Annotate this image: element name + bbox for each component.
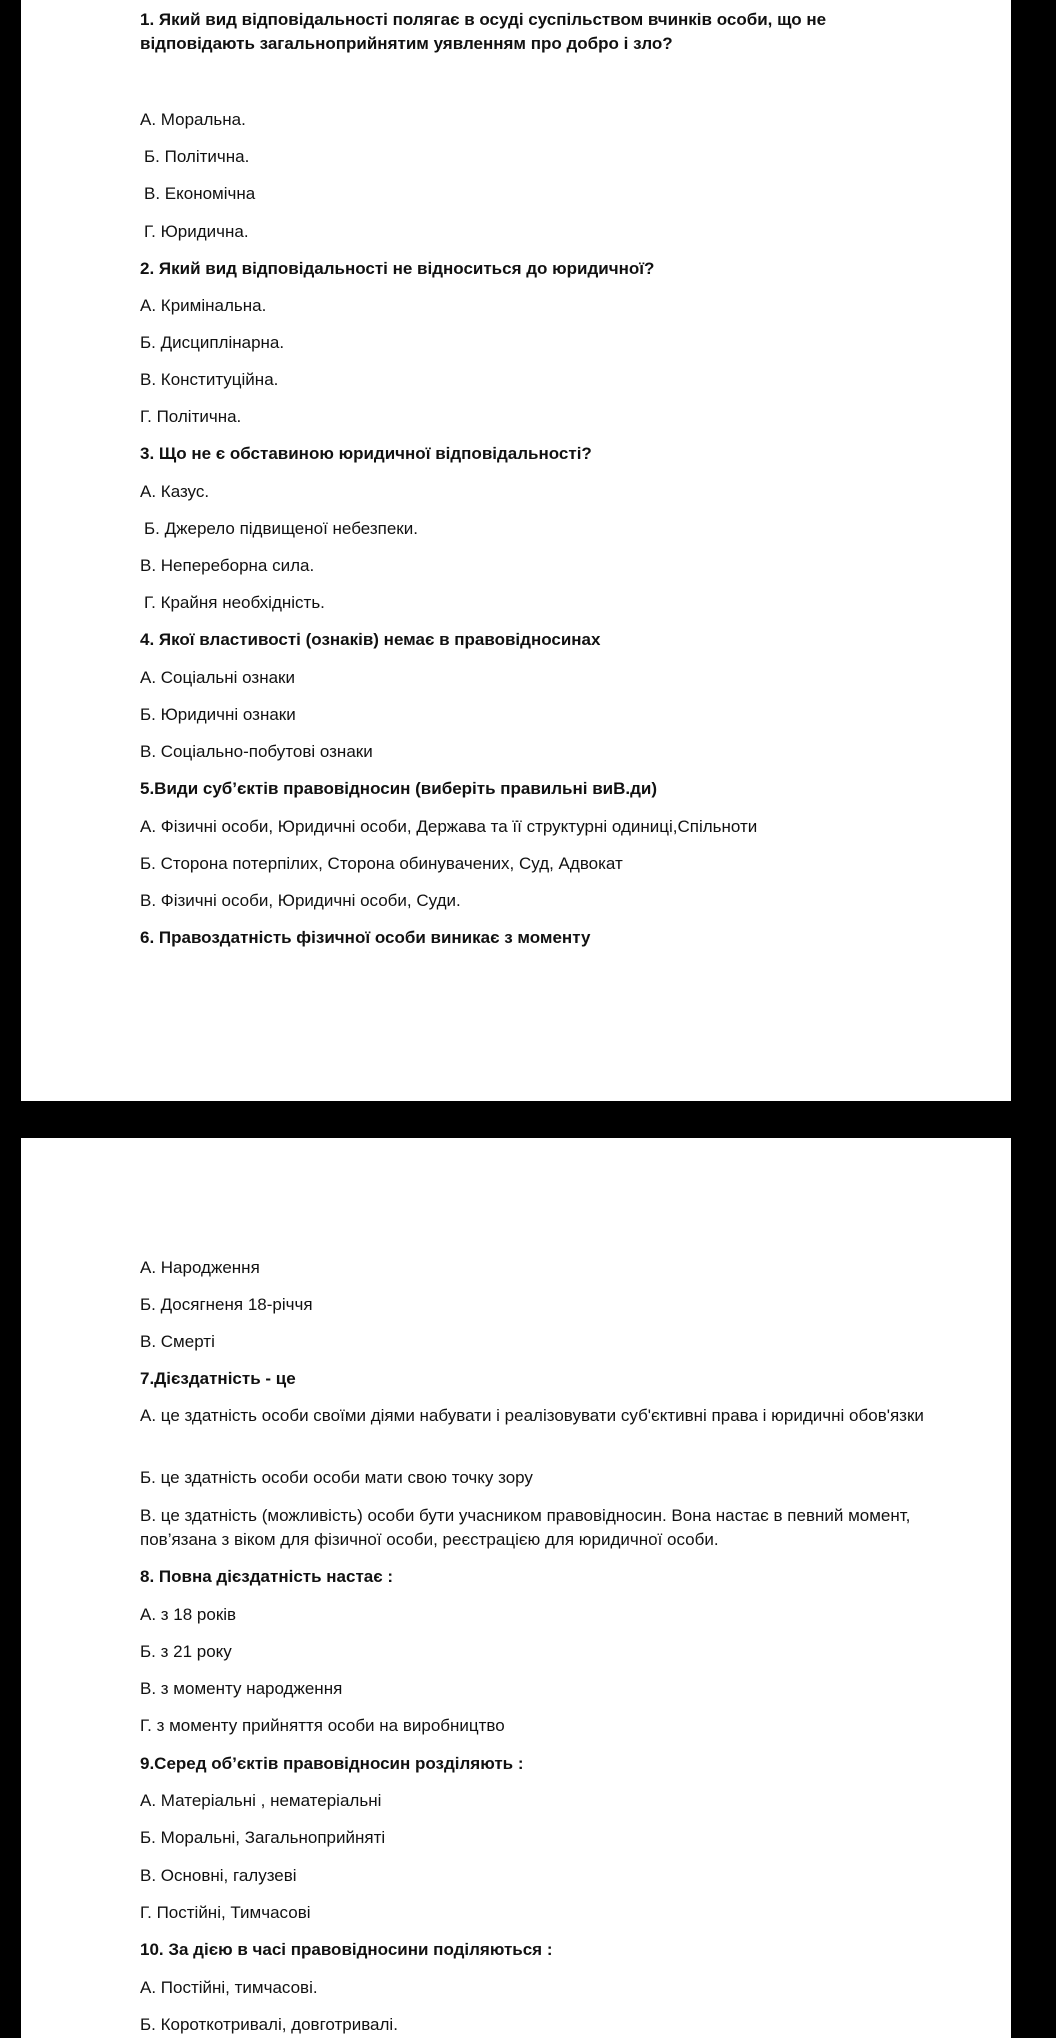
question-8: 8. Повна дієздатність настає : xyxy=(140,1567,393,1586)
answer-9a: А. Матеріальні , нематеріальні xyxy=(140,1791,382,1810)
answer-6c: В. Смерті xyxy=(140,1332,215,1351)
answer-1d: Г. Юридична. xyxy=(144,222,249,241)
answer-2b: Б. Дисциплінарна. xyxy=(140,333,285,352)
answer-8c: В. з моменту народження xyxy=(140,1679,343,1698)
question-6: 6. Правоздатність фізичної особи виникає з моменту xyxy=(140,928,591,947)
answer-10a: А. Постійні, тимчасові. xyxy=(140,1978,318,1997)
question-2: 2. Який вид відповідальності не відноситься до юридичної? xyxy=(140,259,655,278)
question-10: 10. За дією в часі правовідносини поділяються : xyxy=(140,1940,553,1959)
answer-10b: Б. Короткотривалі, довготривалі. xyxy=(140,2015,398,2034)
answer-8b: Б. з 21 року xyxy=(140,1642,232,1661)
answer-6b: Б. Досягненя 18-річчя xyxy=(140,1295,313,1314)
answer-4c: В. Соціально-побутові ознаки xyxy=(140,742,373,761)
answer-6a: А. Народження xyxy=(140,1258,260,1277)
answer-2d: Г. Політична. xyxy=(140,407,242,426)
answer-9b: Б. Моральні, Загальноприйняті xyxy=(140,1828,386,1847)
question-4: 4. Якої властивості (ознаків) немає в правовідносинах xyxy=(140,630,601,649)
question-5: 5.Види суб’єктів правовідносин (виберіть правильні виВ.ди) xyxy=(140,779,658,798)
answer-7a: А. це здатність особи своїми діями набувати і реалізовувати суб'єктивні права і юридичні обов'язки xyxy=(140,1406,924,1425)
answer-9d: Г. Постійні, Тимчасові xyxy=(140,1903,311,1922)
answer-5b: Б. Сторона потерпілих, Сторона обинувачених, Суд, Адвокат xyxy=(140,854,623,873)
document-page-1 xyxy=(21,0,1011,1101)
answer-3a: А. Казус. xyxy=(140,482,210,501)
answer-5c: В. Фізичні особи, Юридичні особи, Суди. xyxy=(140,891,461,910)
answer-1b: Б. Політична. xyxy=(144,147,250,166)
answer-9c: В. Основні, галузеві xyxy=(140,1866,297,1885)
answer-7b: Б. це здатність особи особи мати свою точку зору xyxy=(140,1468,533,1487)
answer-1c: В. Економічна xyxy=(144,184,256,203)
question-3: 3. Що не є обставиною юридичної відповідальності? xyxy=(140,444,592,463)
answer-3d: Г. Крайня необхідність. xyxy=(144,593,325,612)
answer-1a: А. Моральна. xyxy=(140,110,246,129)
answer-2a: А. Кримінальна. xyxy=(140,296,267,315)
answer-3c: В. Непереборна сила. xyxy=(140,556,315,575)
question-1: 1. Який вид відповідальності полягає в осуді суспільством вчинків особи, що не відповідають загальноприйнятим уявленням про добро і зло? xyxy=(140,10,827,53)
document-page-2 xyxy=(21,1138,1011,2038)
answer-4b: Б. Юридичні ознаки xyxy=(140,705,296,724)
answer-7c: В. це здатність (можливість) особи бути учасником правовідносин. Вона настає в певний момент, пов’язана з віком для фізичної особи, реєстрацією для юридичної особи. xyxy=(140,1506,911,1549)
answer-4a: А. Соціальні ознаки xyxy=(140,668,295,687)
question-9: 9.Серед об’єктів правовідносин розділяють : xyxy=(140,1754,524,1773)
answer-3b: Б. Джерело підвищеної небезпеки. xyxy=(144,519,418,538)
answer-5a: А. Фізичні особи, Юридичні особи, Держава та її структурні одиниці,Спільноти xyxy=(140,817,758,836)
answer-8d: Г. з моменту прийняття особи на виробництво xyxy=(140,1716,505,1735)
answer-2c: В. Конституційна. xyxy=(140,370,279,389)
answer-8a: А. з 18 років xyxy=(140,1605,237,1624)
question-7: 7.Дієздатність - це xyxy=(140,1369,296,1388)
